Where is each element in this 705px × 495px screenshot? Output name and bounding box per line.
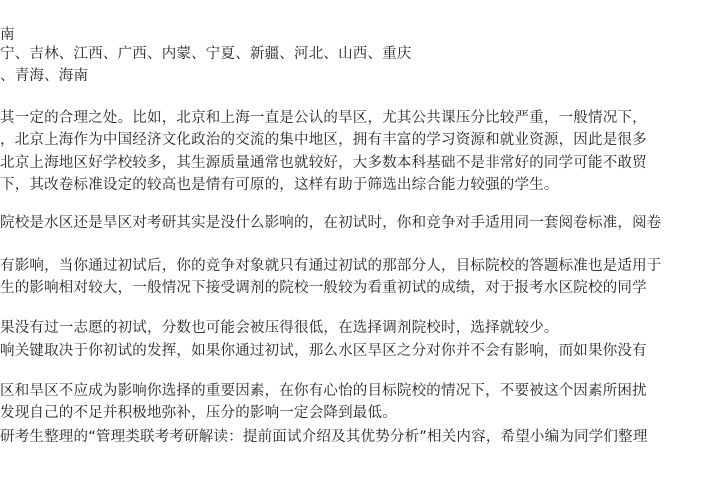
- text-line-paragraph-3-line-2: 生的影响相对较大，一般情况下接受调剂的院校一般较为看重初试的成绩，对于报考水区院校的同学: [0, 280, 647, 296]
- text-line-region-label: 南: [0, 27, 15, 43]
- text-line-province-list-end: 、青海、海南: [0, 68, 89, 84]
- text-line-province-list: 宁、吉林、江西、广西、内蒙、宁夏、新疆、河北、山西、重庆: [0, 46, 412, 62]
- text-line-paragraph-4-line-2: 响关键取决于你初试的发挥，如果你通过初试，那么水区旱区之分对你并不会有影响，而如果你没有: [0, 343, 647, 359]
- text-line-paragraph-5-line-1: 区和旱区不应成为影响你选择的重要因素，在你有心怡的目标院校的情况下，不要被这个因素所困扰: [0, 383, 647, 399]
- text-line-paragraph-4-line-1: 果没有过一志愿的初试，分数也可能会被压得很低，在选择调剂院校时，选择就较少。: [0, 320, 559, 336]
- text-line-paragraph-1-line-2: ，北京上海作为中国经济文化政治的交流的集中地区，拥有丰富的学习资源和就业资源，因此是很多: [0, 132, 647, 148]
- text-line-paragraph-1-line-1: 其一定的合理之处。比如，北京和上海一直是公认的旱区，尤其公共课压分比较严重，一般情况下，: [0, 110, 647, 126]
- text-line-paragraph-2: 院校是水区还是旱区对考研其实是没什么影响的，在初试时，你和竞争对手适用同一套阅卷标准，阅卷: [0, 215, 662, 231]
- text-line-paragraph-1-line-3: 北京上海地区好学校较多，其生源质量通常也就较好，大多数本科基础不是非常好的同学可能不敢贸: [0, 155, 647, 171]
- text-line-closing-note: 研考生整理的“管理类联考考研解读：提前面试介绍及其优势分析”相关内容，希望小编为同学们整理: [0, 429, 648, 445]
- text-line-paragraph-1-line-4: 下，其改卷标准设定的较高也是情有可原的，这样有助于筛选出综合能力较强的学生。: [0, 177, 559, 193]
- text-line-paragraph-3-line-1: 有影响，当你通过初试后，你的竞争对象就只有通过初试的那部分人，目标院校的答题标准也是适用于: [0, 258, 662, 274]
- text-line-paragraph-5-line-2: 发现自己的不足并积极地弥补，压分的影响一定会降到最低。: [0, 405, 397, 421]
